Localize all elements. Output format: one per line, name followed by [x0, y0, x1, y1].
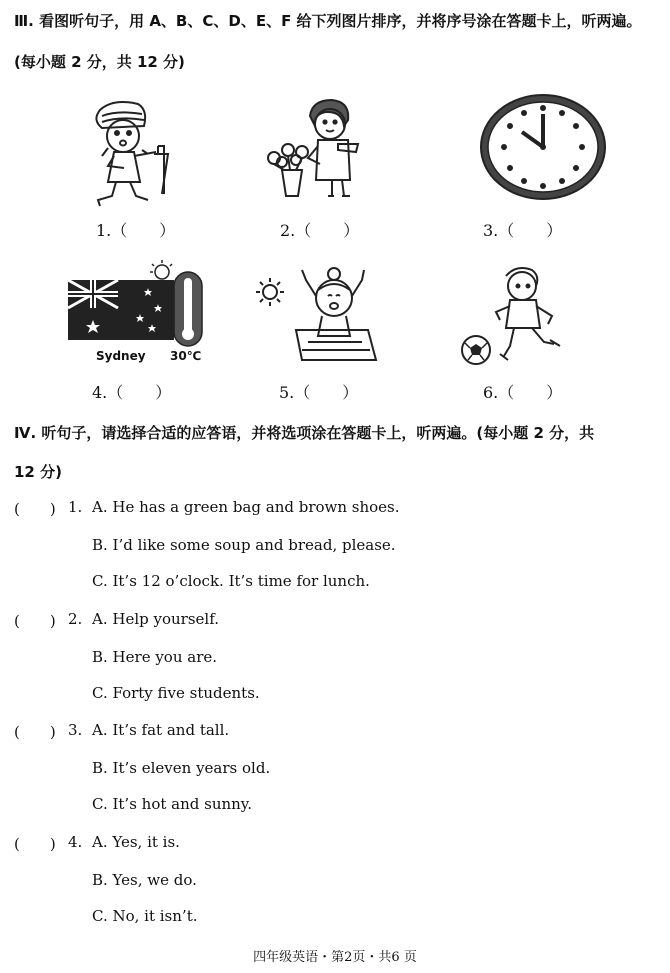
q4-option-b: B. Yes, we do.: [92, 871, 197, 889]
answer-paren-4[interactable]: ( ): [14, 835, 56, 853]
q1-option-c: C. It’s 12 o’clock. It’s time for lunch.: [92, 572, 370, 590]
q1-option-a: A. He has a green bag and brown shoes.: [92, 498, 400, 516]
sydney-weather-icon: [66, 258, 214, 370]
q4-option-c: C. No, it isn’t.: [92, 907, 198, 925]
answer-paren-1[interactable]: ( ): [14, 500, 56, 518]
q2-option-a: A. Help yourself.: [92, 610, 219, 628]
answer-paren-2[interactable]: ( ): [14, 612, 56, 630]
temperature-label: 30℃: [170, 349, 202, 363]
boy-playing-football-icon: [456, 262, 576, 368]
section4-title-line1: Ⅳ. 听句子，请选择合适的应答语，并将选项涂在答题卡上，听两遍。(每小题 2 分，共: [14, 424, 595, 442]
question-number-1: 1.: [68, 498, 83, 516]
answer-paren-3[interactable]: ( ): [14, 723, 56, 741]
section3-score: (每小题 2 分，共 12 分): [14, 53, 185, 71]
city-label: Sydney: [96, 349, 146, 363]
q3-option-a: A. It’s fat and tall.: [92, 721, 230, 739]
picture-1-label: 1.（ ）: [96, 221, 176, 240]
boy-watering-flowers-icon: [262, 96, 380, 200]
q3-option-b: B. It’s eleven years old.: [92, 759, 271, 777]
girl-stretching-sun-icon: [252, 260, 378, 366]
q2-option-c: C. Forty five students.: [92, 684, 260, 702]
picture-5-label: 5.（ ）: [279, 383, 359, 402]
picture-4-label: 4.（ ）: [92, 383, 172, 402]
section3-title: Ⅲ. 看图听句子，用 A、B、C、D、E、F 给下列图片排序，并将序号涂在答题卡上，听两遍。: [14, 12, 642, 30]
section4-title-line2: 12 分): [14, 463, 62, 481]
question-number-2: 2.: [68, 610, 83, 628]
q3-option-c: C. It’s hot and sunny.: [92, 795, 253, 813]
q4-option-a: A. Yes, it is.: [92, 833, 180, 851]
q2-option-b: B. Here you are.: [92, 648, 218, 666]
page-footer: 四年级英语・第2页・共6 页: [253, 950, 417, 965]
clock-icon: [478, 92, 608, 202]
girl-with-crutch-icon: [78, 96, 190, 208]
picture-3-label: 3.（ ）: [483, 221, 563, 240]
question-number-4: 4.: [68, 833, 83, 851]
question-number-3: 3.: [68, 721, 83, 739]
picture-6-label: 6.（ ）: [483, 383, 563, 402]
q1-option-b: B. I’d like some soup and bread, please.: [92, 536, 396, 554]
picture-2-label: 2.（ ）: [280, 221, 360, 240]
